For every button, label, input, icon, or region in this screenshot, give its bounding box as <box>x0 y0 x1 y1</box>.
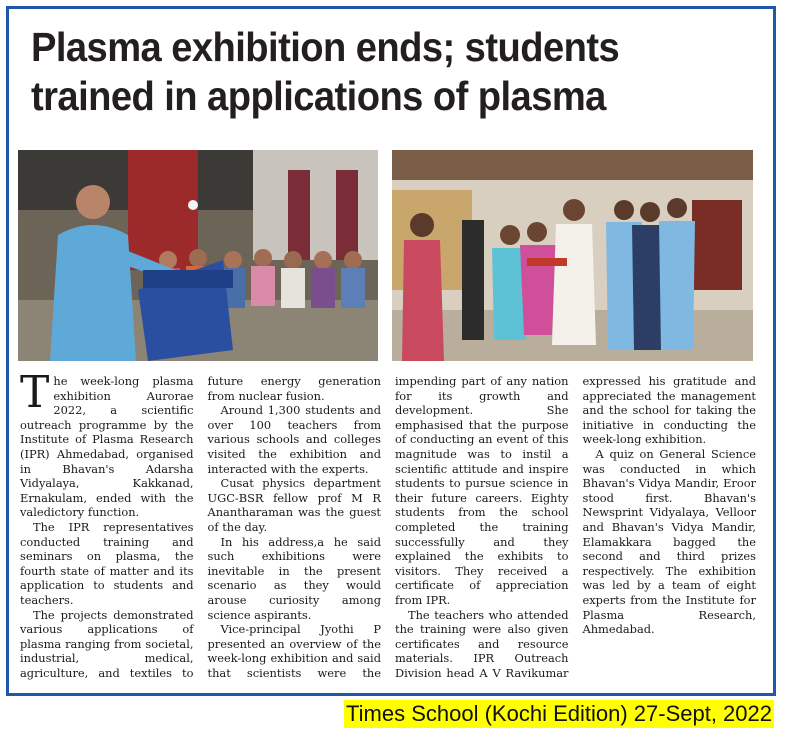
article-body <box>20 367 756 682</box>
article-paragraph: The IPR representatives conducted training and seminars on plasma, the fourth state of matter and its application to students and teachers. <box>20 519 194 607</box>
drop-cap: T <box>20 367 50 418</box>
speaker-at-podium-photo <box>18 150 378 361</box>
article-paragraph: A quiz on General Science was conducted in which Bhavan's Vidya Mandir, Eroor stood first. Bhavan's Newsprint Vidyalaya, Velloor and Bhavan's Vidya Mandir, Elamakkara bagged the second and third prizes respectively. The exhibition was led by a team of eight experts from the Institute for Plasma Research, Ahmedabad. <box>582 446 756 637</box>
article-paragraph: In his address,a he said such exhibitions were inevitable in the present scenario as they would arouse curiosity among science aspirants. <box>207 534 381 622</box>
article-paragraph: The week-long plasma exhibition Aurorae 2022, a scientific outreach programme by the Institute of Plasma Research (IPR) Ahmedabad, organised in Bhavan's Adarsha Vidyalaya, Kakkanad, Ernakulam, ended with the valedictory function. <box>20 367 194 520</box>
article-paragraph: Vice-principal Jyothi P presented an overview of the week-long exhibition and said that scientists were the impending part of any nation for its growth and development. She emphasised that the purpose of conducting an event of this magnitude was to instil a scientific attitude and inspire students to pursue science in their future careers. Eighty students from the school completed the training successfully and they explained the exhibits to visitors. They received a certificate of appreciation from IPR. <box>207 374 569 680</box>
article-paragraph: The teachers who attended the training were also given certificates and resource materials. IPR Outreach Division head A V Ravikumar expressed his gratitude and appreciated the management and the school for taking the initiative in conducting the week-long exhibition. <box>395 374 756 680</box>
article-paragraph: Around 1,300 students and over 100 teachers from various schools and colleges visited the exhibition and interacted with the experts. <box>207 403 381 476</box>
article-paragraph: Cusat physics department UGC-BSR fellow prof M R Anantharaman was the guest of the day. <box>207 476 381 534</box>
headline: Plasma exhibition ends; students trained in applications of plasma <box>31 24 620 119</box>
article-paragraph: The projects demonstrated various applications of plasma ranging from societal, industrial, medical, agriculture, and textiles to future energy generation from nuclear fusion. <box>20 374 381 680</box>
source-credit: Times School (Kochi Edition) 27-Sept, 2022 <box>346 701 772 726</box>
award-ceremony-photo <box>392 150 753 361</box>
